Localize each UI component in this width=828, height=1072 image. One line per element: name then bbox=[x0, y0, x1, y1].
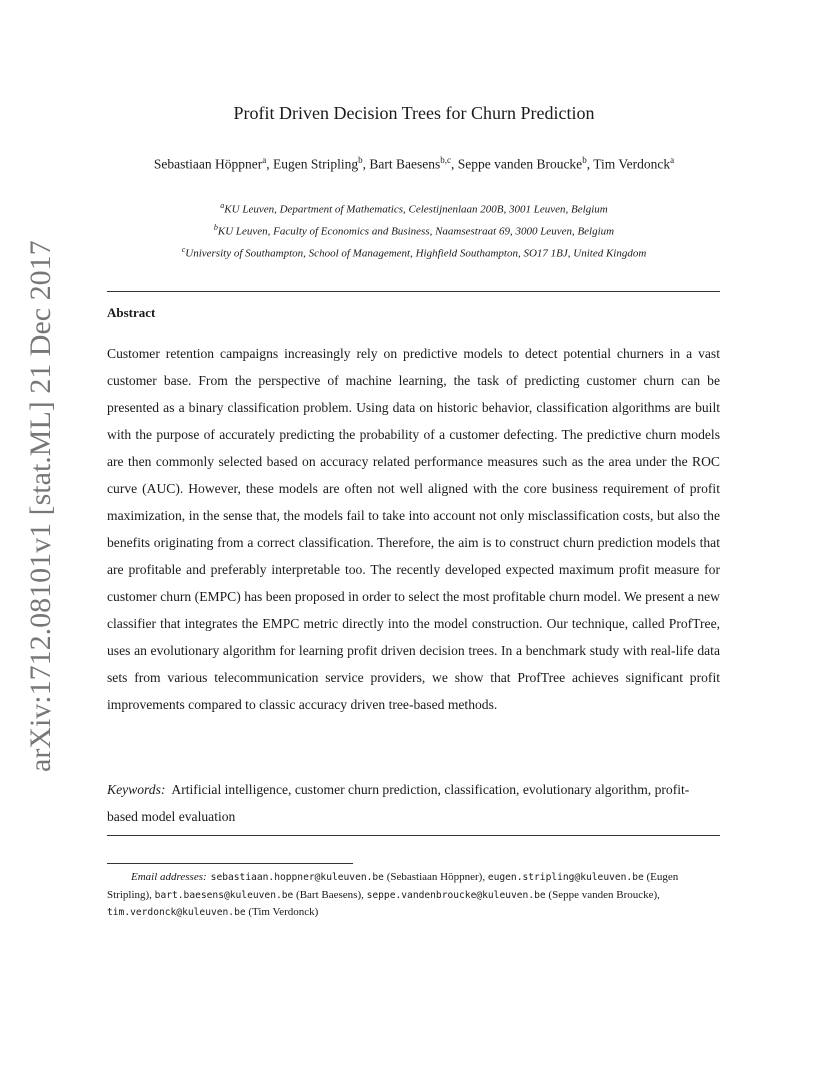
email-link[interactable]: tim.verdonck@kuleuven.be bbox=[107, 907, 246, 918]
email-separator: , bbox=[361, 888, 367, 901]
email-separator: , bbox=[657, 888, 660, 901]
email-link[interactable]: sebastiaan.hoppner@kuleuven.be bbox=[210, 872, 384, 883]
author-list: Sebastiaan Höppner$^a$, Eugen Stripling$^b$, Bart Baesens$^{b,c}$, Seppe vanden Broucke$^b$, Tim Verdonck$^a$ bbox=[153, 155, 675, 172]
abstract-heading: Abstract bbox=[107, 305, 156, 320]
affiliation-text: University of Southampton, School of Management, Highfield Southampton, SO17 1BJ, United Kingdom bbox=[185, 247, 647, 260]
affiliation-list bbox=[100, 197, 728, 263]
email-separator: , bbox=[149, 888, 155, 901]
author-affiliation-mark: b bbox=[358, 155, 363, 165]
affiliation-mark: b bbox=[213, 223, 218, 233]
author-name: Tim Verdonck bbox=[593, 156, 671, 172]
affiliation-text: KU Leuven, Department of Mathematics, Celestijnenlaan 200B, 3001 Leuven, Belgium bbox=[224, 203, 608, 216]
keywords-text: Artificial intelligence, customer churn prediction, classification, evolutionary algorithm, profit-based model evaluation bbox=[107, 782, 690, 824]
email-separator: , bbox=[482, 871, 488, 883]
author-affiliation-mark: b,c bbox=[440, 155, 451, 165]
footnote-label: Email addresses: bbox=[131, 871, 207, 883]
abstract-top-rule bbox=[107, 291, 720, 292]
author-affiliation-mark: a bbox=[262, 155, 267, 165]
paper-title: Profit Driven Decision Trees for Churn Prediction bbox=[233, 103, 595, 123]
author-name: Eugen Stripling bbox=[272, 156, 359, 172]
affiliation-item bbox=[100, 197, 728, 219]
affiliation-item bbox=[100, 241, 728, 263]
keywords-section bbox=[107, 776, 720, 830]
author-name: Bart Baesens bbox=[369, 156, 441, 172]
affiliation-item bbox=[100, 219, 728, 241]
author-affiliation-mark: a bbox=[670, 155, 675, 165]
author-affiliation-mark: b bbox=[582, 155, 587, 165]
email-footnote bbox=[107, 869, 720, 922]
email-owner: (Bart Baesens) bbox=[296, 888, 362, 901]
affiliation-mark: c bbox=[181, 245, 186, 255]
abstract-bottom-rule bbox=[107, 835, 720, 836]
abstract-text: Customer retention campaigns increasingly rely on predictive models to detect potential churners in a vast customer base. From the perspective of machine learning, the task of predicting customer churn can be presented as a binary classification problem. Using data on historic behavior, classification algorithms are built with the purpose of accurately predicting the probability of a customer defecting. The predictive churn models are then commonly selected based on accuracy related performance measures such as the area under the ROC curve (AUC). However, these models are often not well aligned with the core business requirement of profit maximization, in the sense that, the models fail to take into account not only misclassification costs, but also the benefits originating from a correct classification. Therefore, the aim is to construct churn prediction models that are profitable and preferably interpretable too. The recently developed expected maximum profit measure for customer churn (EMPC) has been proposed in order to select the most profitable churn model. We present a new classifier that integrates the EMPC metric directly into the model construction. Our technique, called ProfTree, uses an evolutionary algorithm for learning profit driven decision trees. In a benchmark study with real-life data sets from various telecommunication service providers, we show that ProfTree achieves significant profit improvements compared to classic accuracy driven tree-based methods. bbox=[107, 346, 720, 712]
email-link[interactable]: bart.baesens@kuleuven.be bbox=[154, 889, 294, 901]
affiliation-text: KU Leuven, Faculty of Economics and Business, Naamsestraat 69, 3000 Leuven, Belgium bbox=[217, 225, 615, 238]
author-name: Seppe vanden Broucke bbox=[457, 156, 583, 172]
arxiv-identifier-stamp: arXiv:1712.08101v1 [stat.ML] 21 Dec 2017 bbox=[24, 240, 57, 772]
footnote-rule bbox=[107, 863, 353, 864]
email-owner: (Seppe vanden Broucke) bbox=[548, 888, 658, 901]
author-name: Sebastiaan Höppner bbox=[153, 156, 263, 172]
email-owner: (Tim Verdonck) bbox=[248, 906, 319, 918]
keywords-label: Keywords: bbox=[107, 782, 166, 797]
email-link[interactable]: seppe.vandenbroucke@kuleuven.be bbox=[366, 889, 546, 901]
affiliation-mark: a bbox=[220, 201, 225, 210]
email-owner: (Sebastiaan Höppner) bbox=[386, 871, 483, 883]
email-owner: (Eugen Stripling) bbox=[107, 871, 679, 901]
email-link[interactable]: eugen.stripling@kuleuven.be bbox=[487, 872, 644, 883]
